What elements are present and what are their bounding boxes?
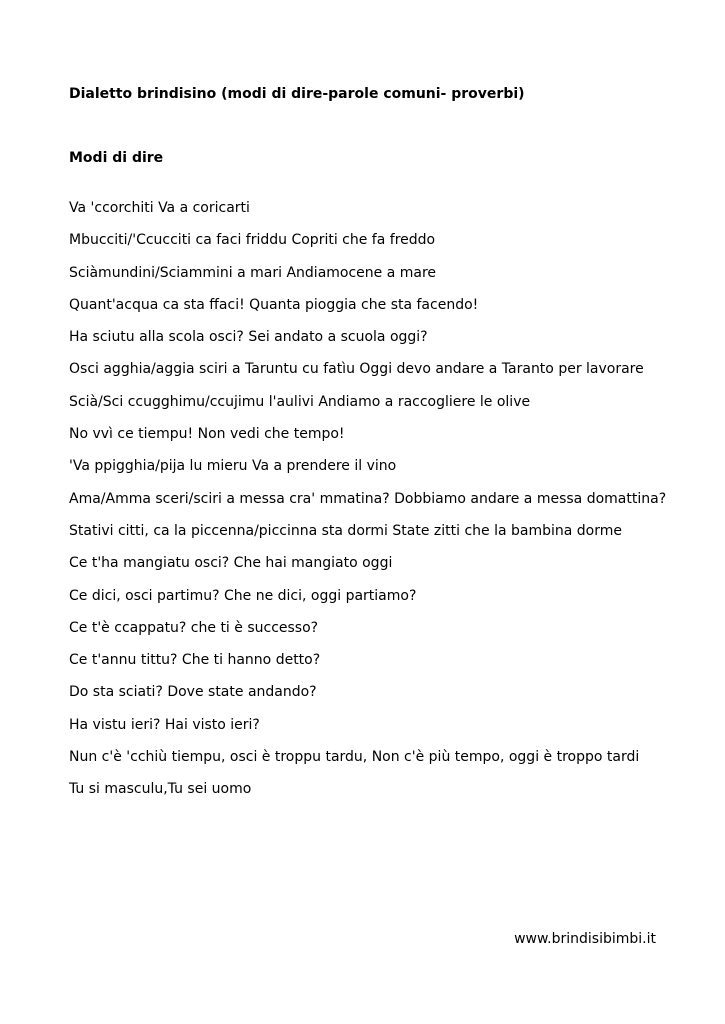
phrase-line: Ce t'ha mangiatu osci? Che hai mangiato oggi xyxy=(69,555,393,572)
phrase-line: Sciàmundini/Sciammini a mari Andiamocene a mare xyxy=(69,264,437,281)
phrase-line: Do sta sciati? Dove state andando? xyxy=(69,684,317,701)
section-heading: Modi di dire xyxy=(69,150,164,166)
phrase-line: No vvì ce tiempu! Non vedi che tempo! xyxy=(69,426,345,443)
phrase-line: Ce dici, osci partimu? Che ne dici, oggi partiamo? xyxy=(69,587,417,604)
phrase-line: Ce t'annu tittu? Che ti hanno detto? xyxy=(69,652,321,669)
phrase-line: Osci agghia/aggia sciri a Taruntu cu fatìu Oggi devo andare a Taranto per lavorare xyxy=(69,361,644,378)
phrase-line: Quant'acqua ca sta ffaci! Quanta pioggia che sta facendo! xyxy=(69,296,479,313)
phrase-list xyxy=(69,199,666,813)
phrase-line: Mbucciti/'Ccucciti ca faci friddu Copriti che fa freddo xyxy=(69,232,436,249)
phrase-line: Stativi citti, ca la piccenna/piccinna sta dormi State zitti che la bambina dorme xyxy=(69,522,622,539)
phrase-line: Tu si masculu,Tu sei uomo xyxy=(69,781,252,798)
phrase-line: Ama/Amma sceri/sciri a messa cra' mmatina? Dobbiamo andare a messa domattina? xyxy=(69,490,667,507)
phrase-line: Ce t'è ccappatu? che ti è successo? xyxy=(69,619,319,636)
phrase-line: 'Va ppigghia/pija lu mieru Va a prendere il vino xyxy=(69,458,397,475)
phrase-line: Ha vistu ieri? Hai visto ieri? xyxy=(69,716,260,733)
phrase-line: Scià/Sci ccugghimu/ccujimu l'aulivi Andiamo a raccogliere le olive xyxy=(69,393,531,410)
phrase-line: Nun c'è 'cchiù tiempu, osci è troppu tardu, Non c'è più tempo, oggi è troppo tardi xyxy=(69,749,640,766)
phrase-line: Va 'ccorchiti Va a coricarti xyxy=(69,200,250,216)
phrase-line: Ha sciutu alla scola osci? Sei andato a scuola oggi? xyxy=(69,329,428,346)
document-title: Dialetto brindisino (modi di dire-parole comuni- proverbi) xyxy=(69,86,525,102)
footer-url: www.brindisibimbi.it xyxy=(514,931,656,947)
